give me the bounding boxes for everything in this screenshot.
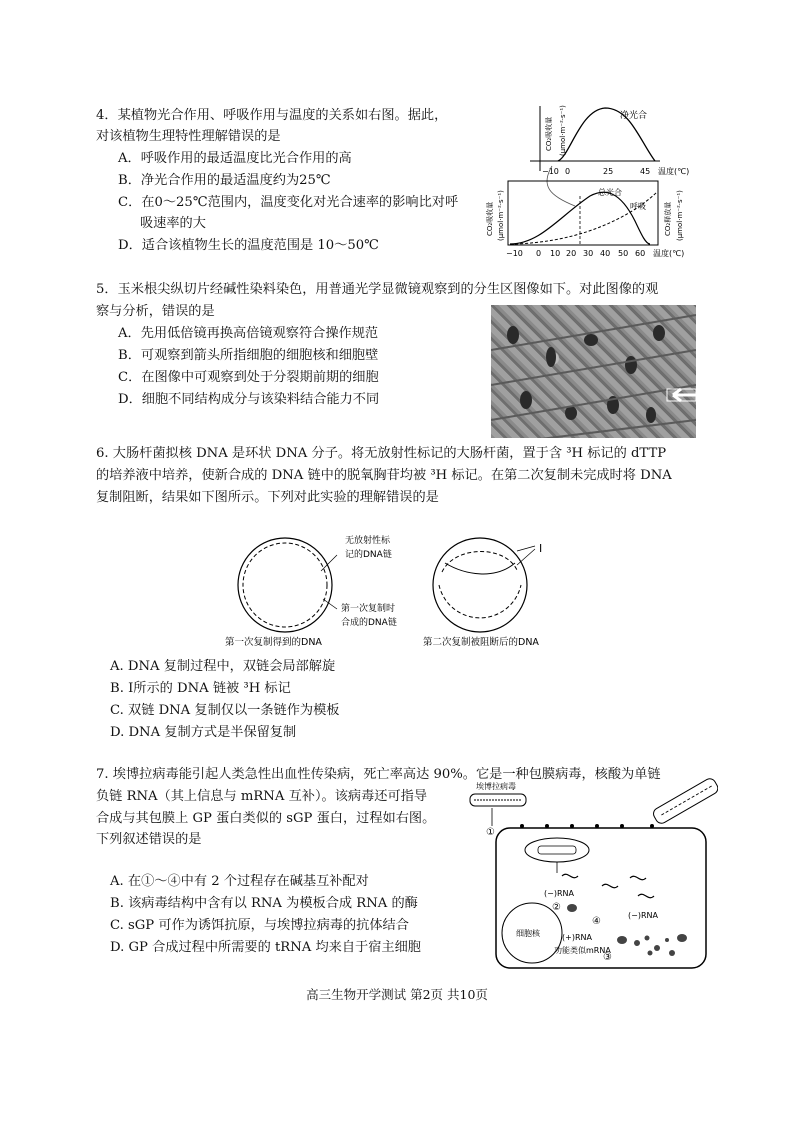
label-first-rep-strand-2: 合成的DNA链 [341,618,397,628]
step-1: ① [486,827,495,838]
top-tick-2: 25 [603,167,614,176]
arrow-icon [673,389,696,401]
top-tick-1: 0 [565,167,571,176]
top-yunit: (μmol·m⁻²·s⁻¹) [559,105,567,156]
nucleus-label: 细胞核 [516,929,540,938]
q5-option-b: B．可观察到箭头所指细胞的细胞核和细胞壁 [118,348,379,363]
q4-temperature-chart [470,96,700,264]
bottom-tick-0: −10 [506,249,523,258]
q4-stem-2: 对该植物生理特性理解错误的是 [96,129,281,144]
bottom-tick-6: 50 [618,249,629,258]
q6-stem-3: 复制阻断，结果如下图所示。下列对此实验的理解错误的是 [96,490,439,505]
q5-option-c: C．在图像中可观察到处于分裂期前期的细胞 [118,370,379,385]
q6-option-b: B. Ⅰ所示的 DNA 链被 ³H 标记 [110,681,291,696]
caption-left: 第一次复制得到的DNA [225,637,322,648]
q7-option-d: D. GP 合成过程中所需要的 tRNA 均来自于宿主细胞 [110,940,421,955]
label-unlabeled-strand-2: 记的DNA链 [345,550,392,560]
neg-rna-label-1: (−)RNA [544,889,574,898]
step-3: ③ [603,952,612,963]
q7-stem-1: 7. 埃博拉病毒能引起人类急性出血性传染病，死亡率高达 90%。它是一种包膜病毒，核酸为单链 [96,767,661,782]
neg-rna-label-2: (−)RNA [628,911,658,920]
mrna-like-label: 功能类似mRNA [554,946,611,955]
pos-rna-label: (+)RNA [562,933,592,942]
q4-option-a: A．呼吸作用的最适温度比光合作用的高 [118,151,352,166]
bottom-yunit-left: (μmol·m⁻²·s⁻¹) [497,190,505,241]
label-unlabeled-strand-1: 无放射性标 [345,536,391,546]
q7-stem-4: 下列叙述错误的是 [96,832,202,847]
q4-option-d: D．适合该植物生长的温度范围是 10～50℃ [118,238,379,253]
q6-stem-2: 的培养液中培养，使新合成的 DNA 链中的脱氧胸苷均被 ³H 标记。在第二次复制未完成时将 DNA [96,468,672,483]
q5-option-a: A．先用低倍镜再换高倍镜观察符合操作规范 [118,326,379,341]
label-i: Ⅰ [539,542,543,555]
bottom-series-a: 总光合 [598,188,622,197]
caption-right: 第二次复制被阻断后的DNA [423,637,539,648]
q6-option-c: C. 双链 DNA 复制仅以一条链作为模板 [110,703,340,718]
bottom-xlabel: 温度(℃) [653,249,685,258]
bottom-ylabel-left: CO₂吸收量 [486,201,494,236]
ebola-process-diagram [462,778,718,974]
top-series-label: 净光合 [620,111,648,121]
bottom-tick-3: 20 [566,249,577,258]
q4-stem-1: 4．某植物光合作用、呼吸作用与温度的关系如右图。据此， [96,108,448,123]
page-footer: 高三生物开学测试 第2页 共10页 [306,987,488,1002]
top-xlabel: 温度(℃) [658,167,690,176]
q6-option-d: D. DNA 复制方式是半保留复制 [110,725,297,740]
top-tick-0: −10 [542,167,559,176]
bottom-series-b: 呼吸 [630,202,646,211]
virus-label: 埃博拉病毒 [476,782,516,791]
bottom-ylabel-right: CO₂释放量 [664,201,672,236]
q6-option-a: A. DNA 复制过程中，双链会局部解旋 [110,659,336,674]
top-tick-3: 45 [640,167,651,176]
step-2: ② [552,902,561,913]
bottom-tick-1: 0 [536,249,542,258]
top-ylabel: CO₂吸收量 [545,116,553,151]
bottom-tick-4: 30 [583,249,594,258]
q4-option-b: B．净光合作用的最适温度约为25℃ [118,173,331,188]
micrograph-image [491,305,696,438]
bottom-yunit-right: (μmol·m⁻²·s⁻¹) [676,190,684,241]
step-4: ④ [592,916,601,927]
bottom-tick-5: 40 [600,249,611,258]
label-first-rep-strand-1: 第一次复制时 [341,604,396,614]
q7-option-a: A. 在①～④中有 2 个过程存在碱基互补配对 [110,874,369,889]
q7-stem-3: 合成与其包膜上 GP 蛋白类似的 sGP 蛋白，过程如右图。 [96,811,436,826]
q7-option-c: C. sGP 可作为诱饵抗原，与埃博拉病毒的抗体结合 [110,918,409,933]
q4-option-c-cont: 吸速率的大 [140,216,206,231]
dna-replication-diagram [225,525,595,651]
bottom-tick-7: 60 [635,249,646,258]
q7-stem-2: 负链 RNA（其上信息与 mRNA 互补）。该病毒还可指导 [96,789,428,804]
bottom-tick-2: 10 [550,249,561,258]
q5-stem-1: 5．玉米根尖纵切片经碱性染料染色，用普通光学显微镜观察到的分生区图像如下。对此图像的观 [96,282,659,297]
q6-stem-1: 6. 大肠杆菌拟核 DNA 是环状 DNA 分子。将无放射性标记的大肠杆菌，置于含 ³H 标记的 dTTP [96,446,667,461]
q5-stem-2: 察与分析，错误的是 [96,304,215,319]
q4-option-c: C．在0～25℃范围内，温度变化对光合速率的影响比对呼 [118,195,459,210]
q5-option-d: D．细胞不同结构成分与该染料结合能力不同 [118,392,380,407]
q7-option-b: B. 该病毒结构中含有以 RNA 为模板合成 RNA 的酶 [110,896,418,911]
